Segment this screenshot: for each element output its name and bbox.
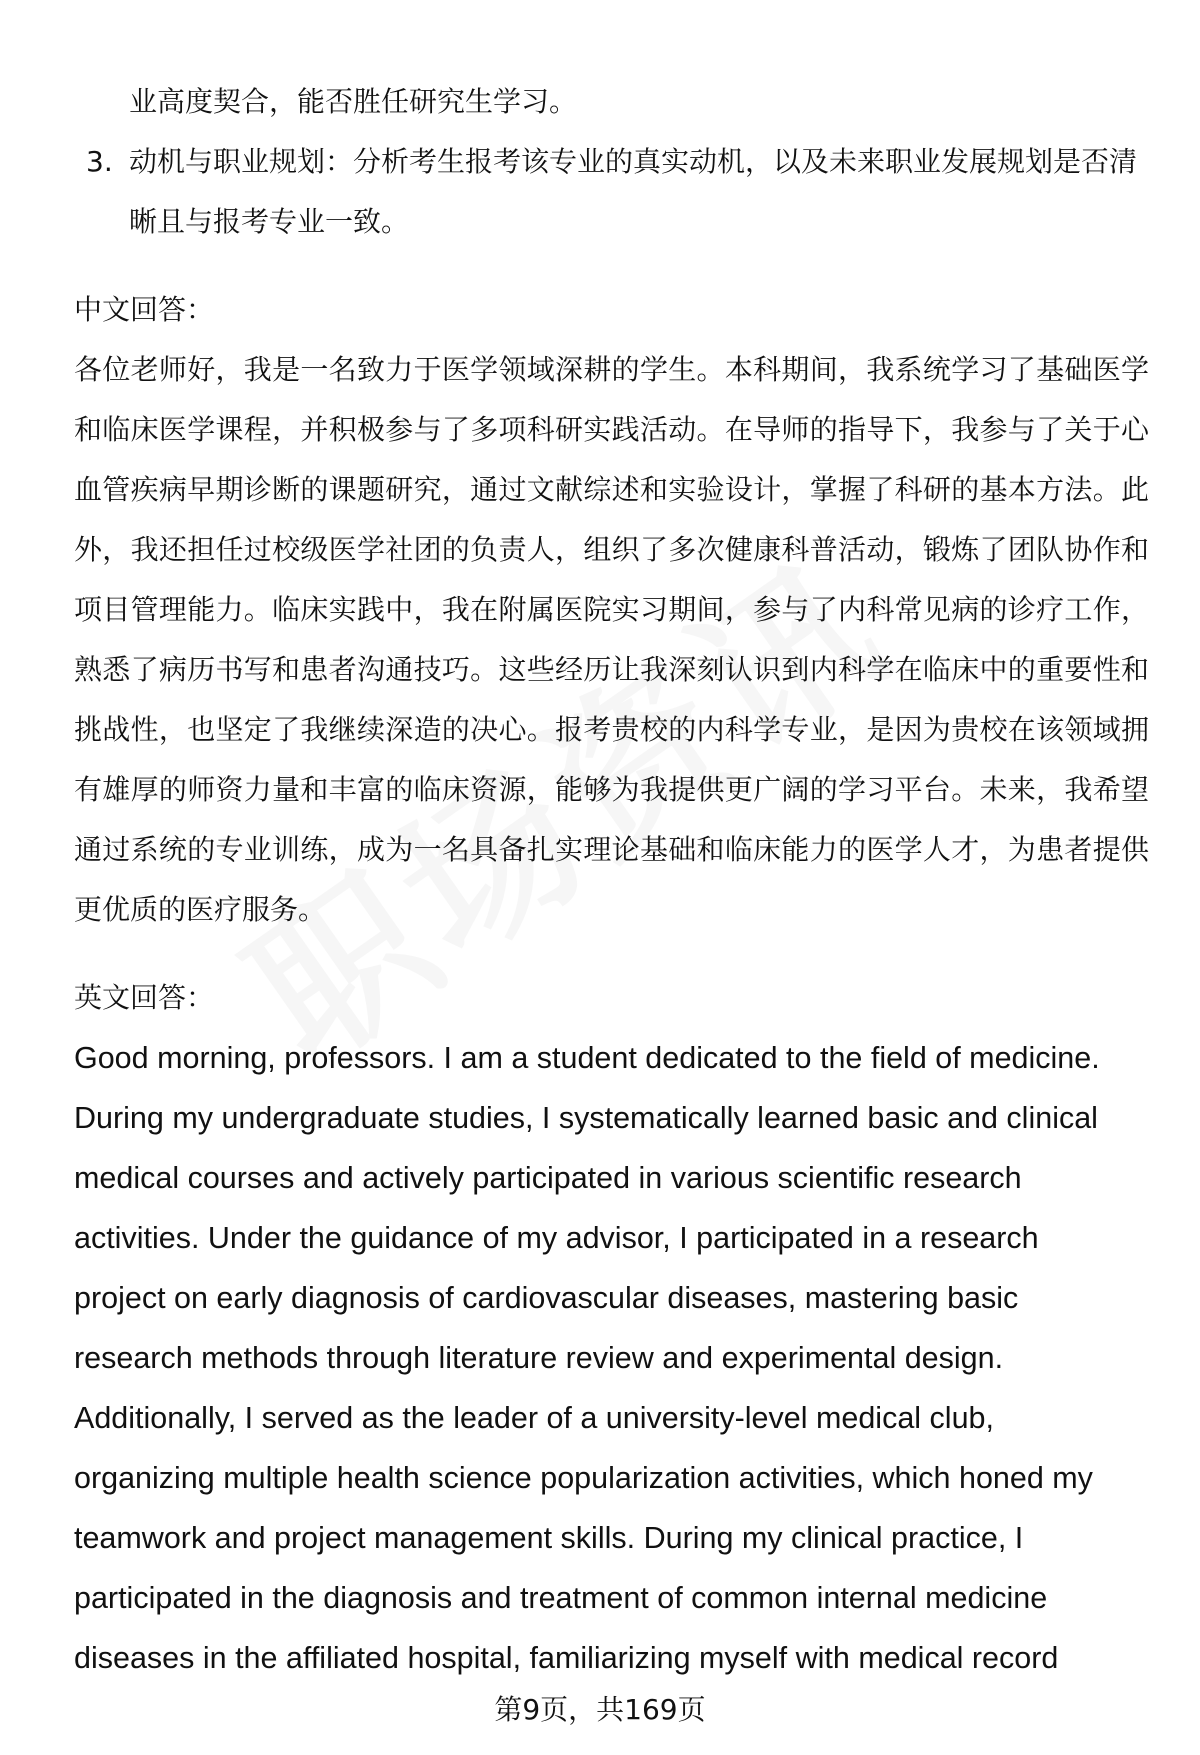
list-item-3: [74, 132, 1149, 252]
chinese-answer-heading: 中文回答：: [74, 293, 215, 326]
list-item-continuation: 业高度契合，能否胜任研究生学习。: [129, 85, 578, 118]
english-answer-paragraph: Good morning, professors. I am a student dedicated to the field of medicine. During my undergraduate studies, I systematically learned basic and clinical medical courses and actively participated in various scientific research activities. Under the guidance of my advisor, I participated in a research project on early diagnosis of cardiovascular diseases, mastering basic research methods through literature review and experimental design. Additionally, I served as the leader of a university-level medical club, organizing multiple health science popularization activities, which honed my teamwork and project management skills. During my clinical practice, I participated in the diagnosis and treatment of common internal medicine diseases in the affiliated hospital, familiarizing myself with medical record: [74, 1041, 1100, 1675]
chinese-answer-paragraph: 各位老师好，我是一名致力于医学领域深耕的学生。本科期间，我系统学习了基础医学和临床医学课程，并积极参与了多项科研实践活动。在导师的指导下，我参与了关于心血管疾病早期诊断的课题研究，通过文献综述和实验设计，掌握了科研的基本方法。此外，我还担任过校级医学社团的负责人，组织了多次健康科普活动，锻炼了团队协作和项目管理能力。临床实践中，我在附属医院实习期间，参与了内科常见病的诊疗工作，熟悉了病历书写和患者沟通技巧。这些经历让我深刻认识到内科学在临床中的重要性和挑战性，也坚定了我继续深造的决心。报考贵校的内科学专业，是因为贵校在该领域拥有雄厚的师资力量和丰富的临床资源，能够为我提供更广阔的学习平台。未来，我希望通过系统的专业训练，成为一名具备扎实理论基础和临床能力的医学人才，为患者提供更优质的医疗服务。: [74, 353, 1149, 926]
page-number: 第9页，共169页: [494, 1693, 706, 1726]
list-item-number: 3.: [86, 145, 113, 178]
english-answer-heading: 英文回答：: [74, 981, 215, 1014]
list-item-text: 动机与职业规划：分析考生报考该专业的真实动机，以及未来职业发展规划是否清晰且与报考专业一致。: [129, 145, 1138, 238]
page-content: [74, 72, 1149, 1688]
